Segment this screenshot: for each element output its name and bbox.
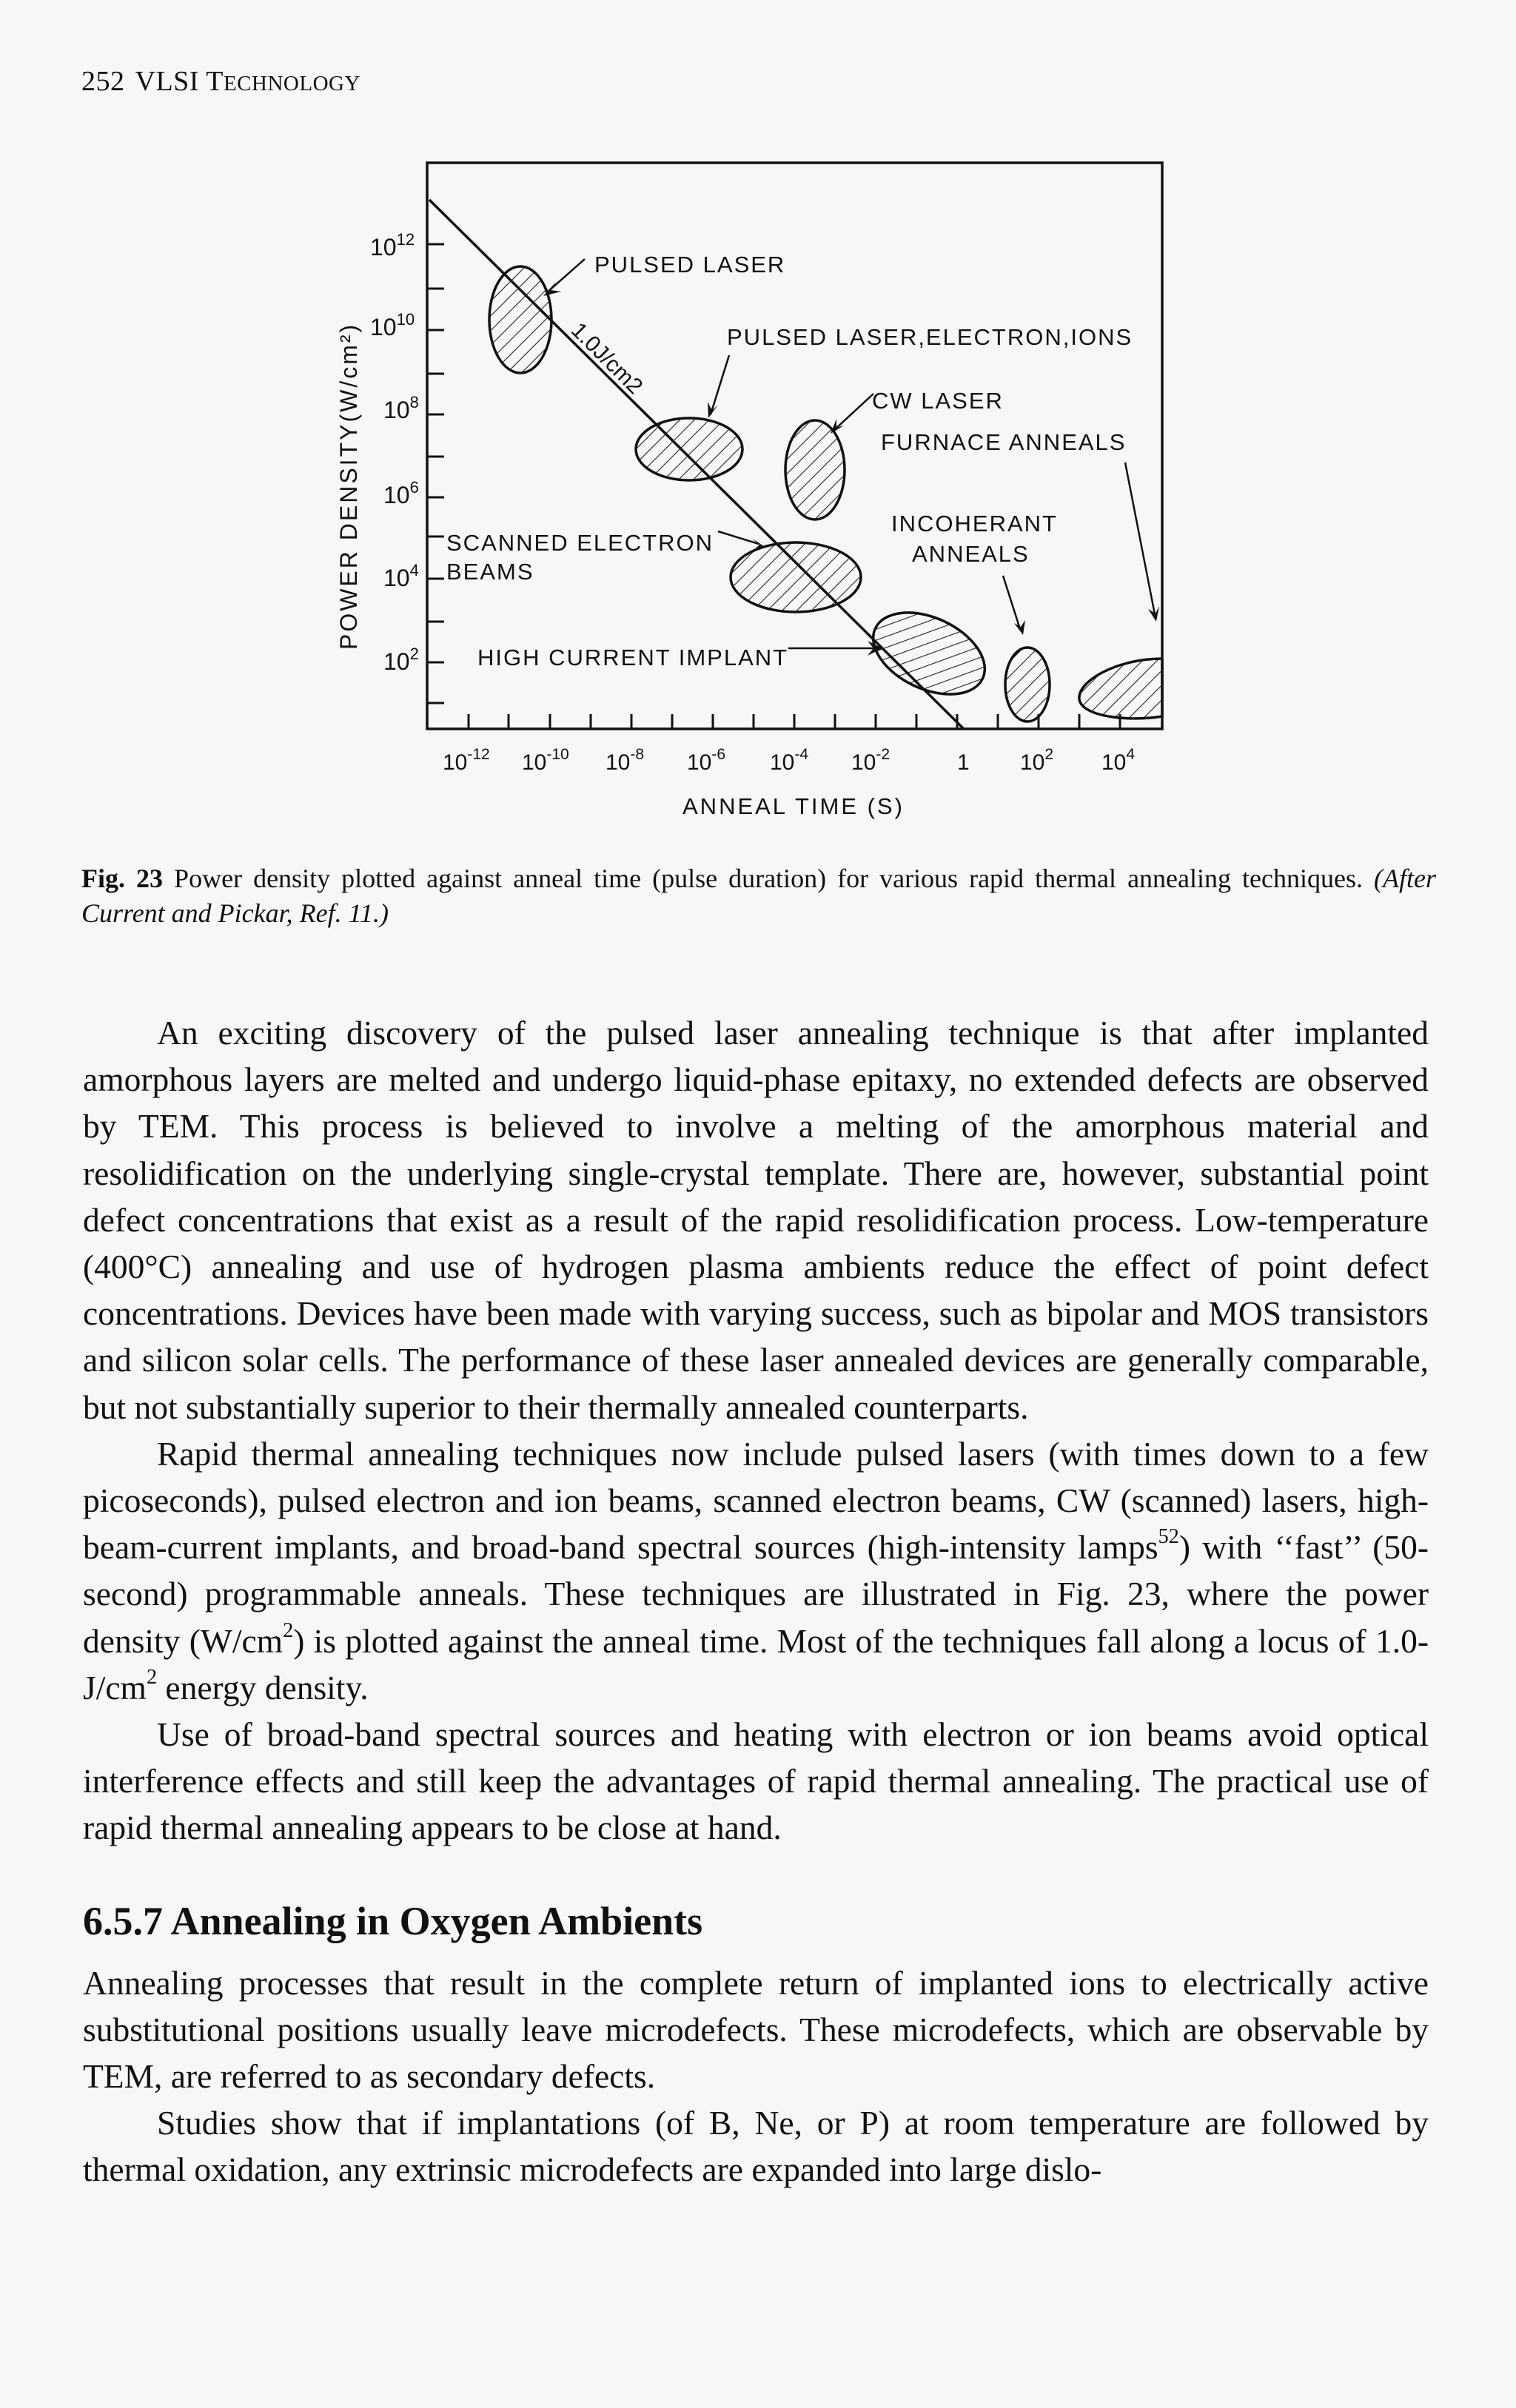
y-axis-title: POWER DENSITY(W/cm²) bbox=[335, 322, 362, 650]
label-furnace-anneals: FURNACE ANNEALS bbox=[881, 429, 1127, 455]
locus-label: 1.0J/cm2 bbox=[566, 317, 648, 400]
cw-laser-region bbox=[785, 420, 845, 519]
paragraph: Use of broad-band spectral sources and heating with electron or ion beams avoid optical interference effects and still keep the advantages of rapid thermal annealing. The practical use of rapid thermal annealing appears to be close at hand. bbox=[83, 1715, 1429, 1847]
caption-fig-number: Fig. 23 bbox=[81, 864, 164, 893]
y-tick-label: $10^2$ bbox=[383, 645, 419, 675]
x-tick-label: $10^{-4}$ bbox=[770, 746, 809, 775]
label-beams: BEAMS bbox=[446, 559, 534, 585]
y-tick-label: $10^6$ bbox=[383, 478, 419, 508]
x-tick-label: $10^4$ bbox=[1101, 746, 1136, 775]
page-number: 252 bbox=[81, 66, 125, 97]
x-axis-title: ANNEAL TIME (S) bbox=[682, 793, 905, 819]
label-pulsed-laser: PULSED LASER bbox=[594, 252, 786, 278]
label-pulsed-laser-electron-ions: PULSED LASER,ELECTRON,IONS bbox=[727, 324, 1133, 350]
scanned-electron-region bbox=[731, 542, 861, 612]
caption-text: Power density plotted against anneal time (pulse duration) for various rapid thermal annealing techniques. bbox=[163, 864, 1375, 893]
furnace-anneals-region bbox=[1079, 659, 1162, 719]
y-tick-label: $10^8$ bbox=[383, 393, 419, 423]
x-tick-label: $10^{-6}$ bbox=[687, 746, 726, 775]
y-tick-label: $10^4$ bbox=[383, 561, 419, 591]
paragraph: Studies show that if implantations (of B, Ne, or P) at room temperature are followed by thermal oxidation, any extrinsic microdefects are expanded into large dislo- bbox=[83, 2104, 1429, 2189]
label-scanned-electron: SCANNED ELECTRON bbox=[446, 530, 714, 556]
incoherant-anneals-region bbox=[1005, 648, 1050, 722]
running-title-part-1: VLSI T bbox=[135, 66, 224, 97]
body-text bbox=[83, 1009, 1429, 2193]
section-heading: 6.5.7 Annealing in Oxygen Ambients bbox=[83, 1898, 703, 1943]
label-cw-laser: CW LASER bbox=[872, 388, 1004, 414]
paragraph: Rapid thermal annealing techniques now include pulsed lasers (with times down to a few picoseconds), pulsed electron and ion beams, scanned electron beams, CW (scanned) lasers, high-beam-current implants, and broad-band spectral sources (high-intensity lamps$^{52}$) with ‘‘fast’’ (50-second) programmable anneals. These techniques are illustrated in Fig. 23, where the power density $(W/cm^2)$ is plotted against the anneal time. Most of the techniques fall along a locus of $1.0-J/cm^2$ energy density. bbox=[83, 1434, 1429, 1706]
label-incoherant: INCOHERANT bbox=[891, 511, 1058, 537]
figure-23 bbox=[0, 0, 1516, 858]
y-tick-label: $10^{10}$ bbox=[370, 310, 415, 340]
paragraph: Annealing processes that result in the complete return of implanted ions to electrically active substitutional positions usually leave microdefects. These microdefects, which are observable by TEM, are referred to as secondary defects. bbox=[83, 1963, 1429, 2096]
y-axis-ticks bbox=[427, 244, 444, 703]
figure-caption bbox=[81, 861, 1436, 931]
x-tick-label: $10^{-2}$ bbox=[851, 746, 891, 775]
y-tick-labels bbox=[370, 230, 419, 675]
x-tick-labels bbox=[443, 746, 1135, 775]
x-tick-label: $10^{-10}$ bbox=[522, 746, 569, 775]
label-anneals: ANNEALS bbox=[912, 541, 1030, 567]
caption-attribution: (After Current and Pickar, Ref. 11.) bbox=[81, 864, 1436, 928]
label-high-current-implant: HIGH CURRENT IMPLANT bbox=[477, 645, 789, 670]
x-tick-label: $10^{-12}$ bbox=[443, 746, 490, 775]
reference-superscript: 52 bbox=[1158, 1525, 1179, 1549]
pulsed-laser-region bbox=[489, 266, 551, 373]
y-tick-label: $10^{12}$ bbox=[370, 230, 415, 260]
x-tick-label: 1 bbox=[957, 750, 970, 775]
paragraph: An exciting discovery of the pulsed laser annealing technique is that after implanted amorphous layers are melted and undergo liquid-phase epitaxy, no extended defects are observed by TEM. This process is believed to involve a melting of the amorphous material and resolidification on the underlying single-crystal template. There are, however, substantial point defect concentrations that exist as a result of the rapid resolidification process. Low-temperature (400°C) annealing and use of hydrogen plasma ambients reduce the effect of point defect concentrations. Devices have been made with varying success, such as bipolar and MOS transistors and silicon solar cells. The performance of these laser annealed devices are generally comparable, but not substantially superior to their thermally annealed counterparts. bbox=[83, 1014, 1429, 1426]
pulsed-beams-region bbox=[636, 418, 742, 480]
running-title-part-2: ECHNOLOGY bbox=[223, 72, 360, 95]
x-tick-label: $10^{-8}$ bbox=[606, 746, 645, 775]
x-tick-label: $10^2$ bbox=[1020, 746, 1054, 775]
